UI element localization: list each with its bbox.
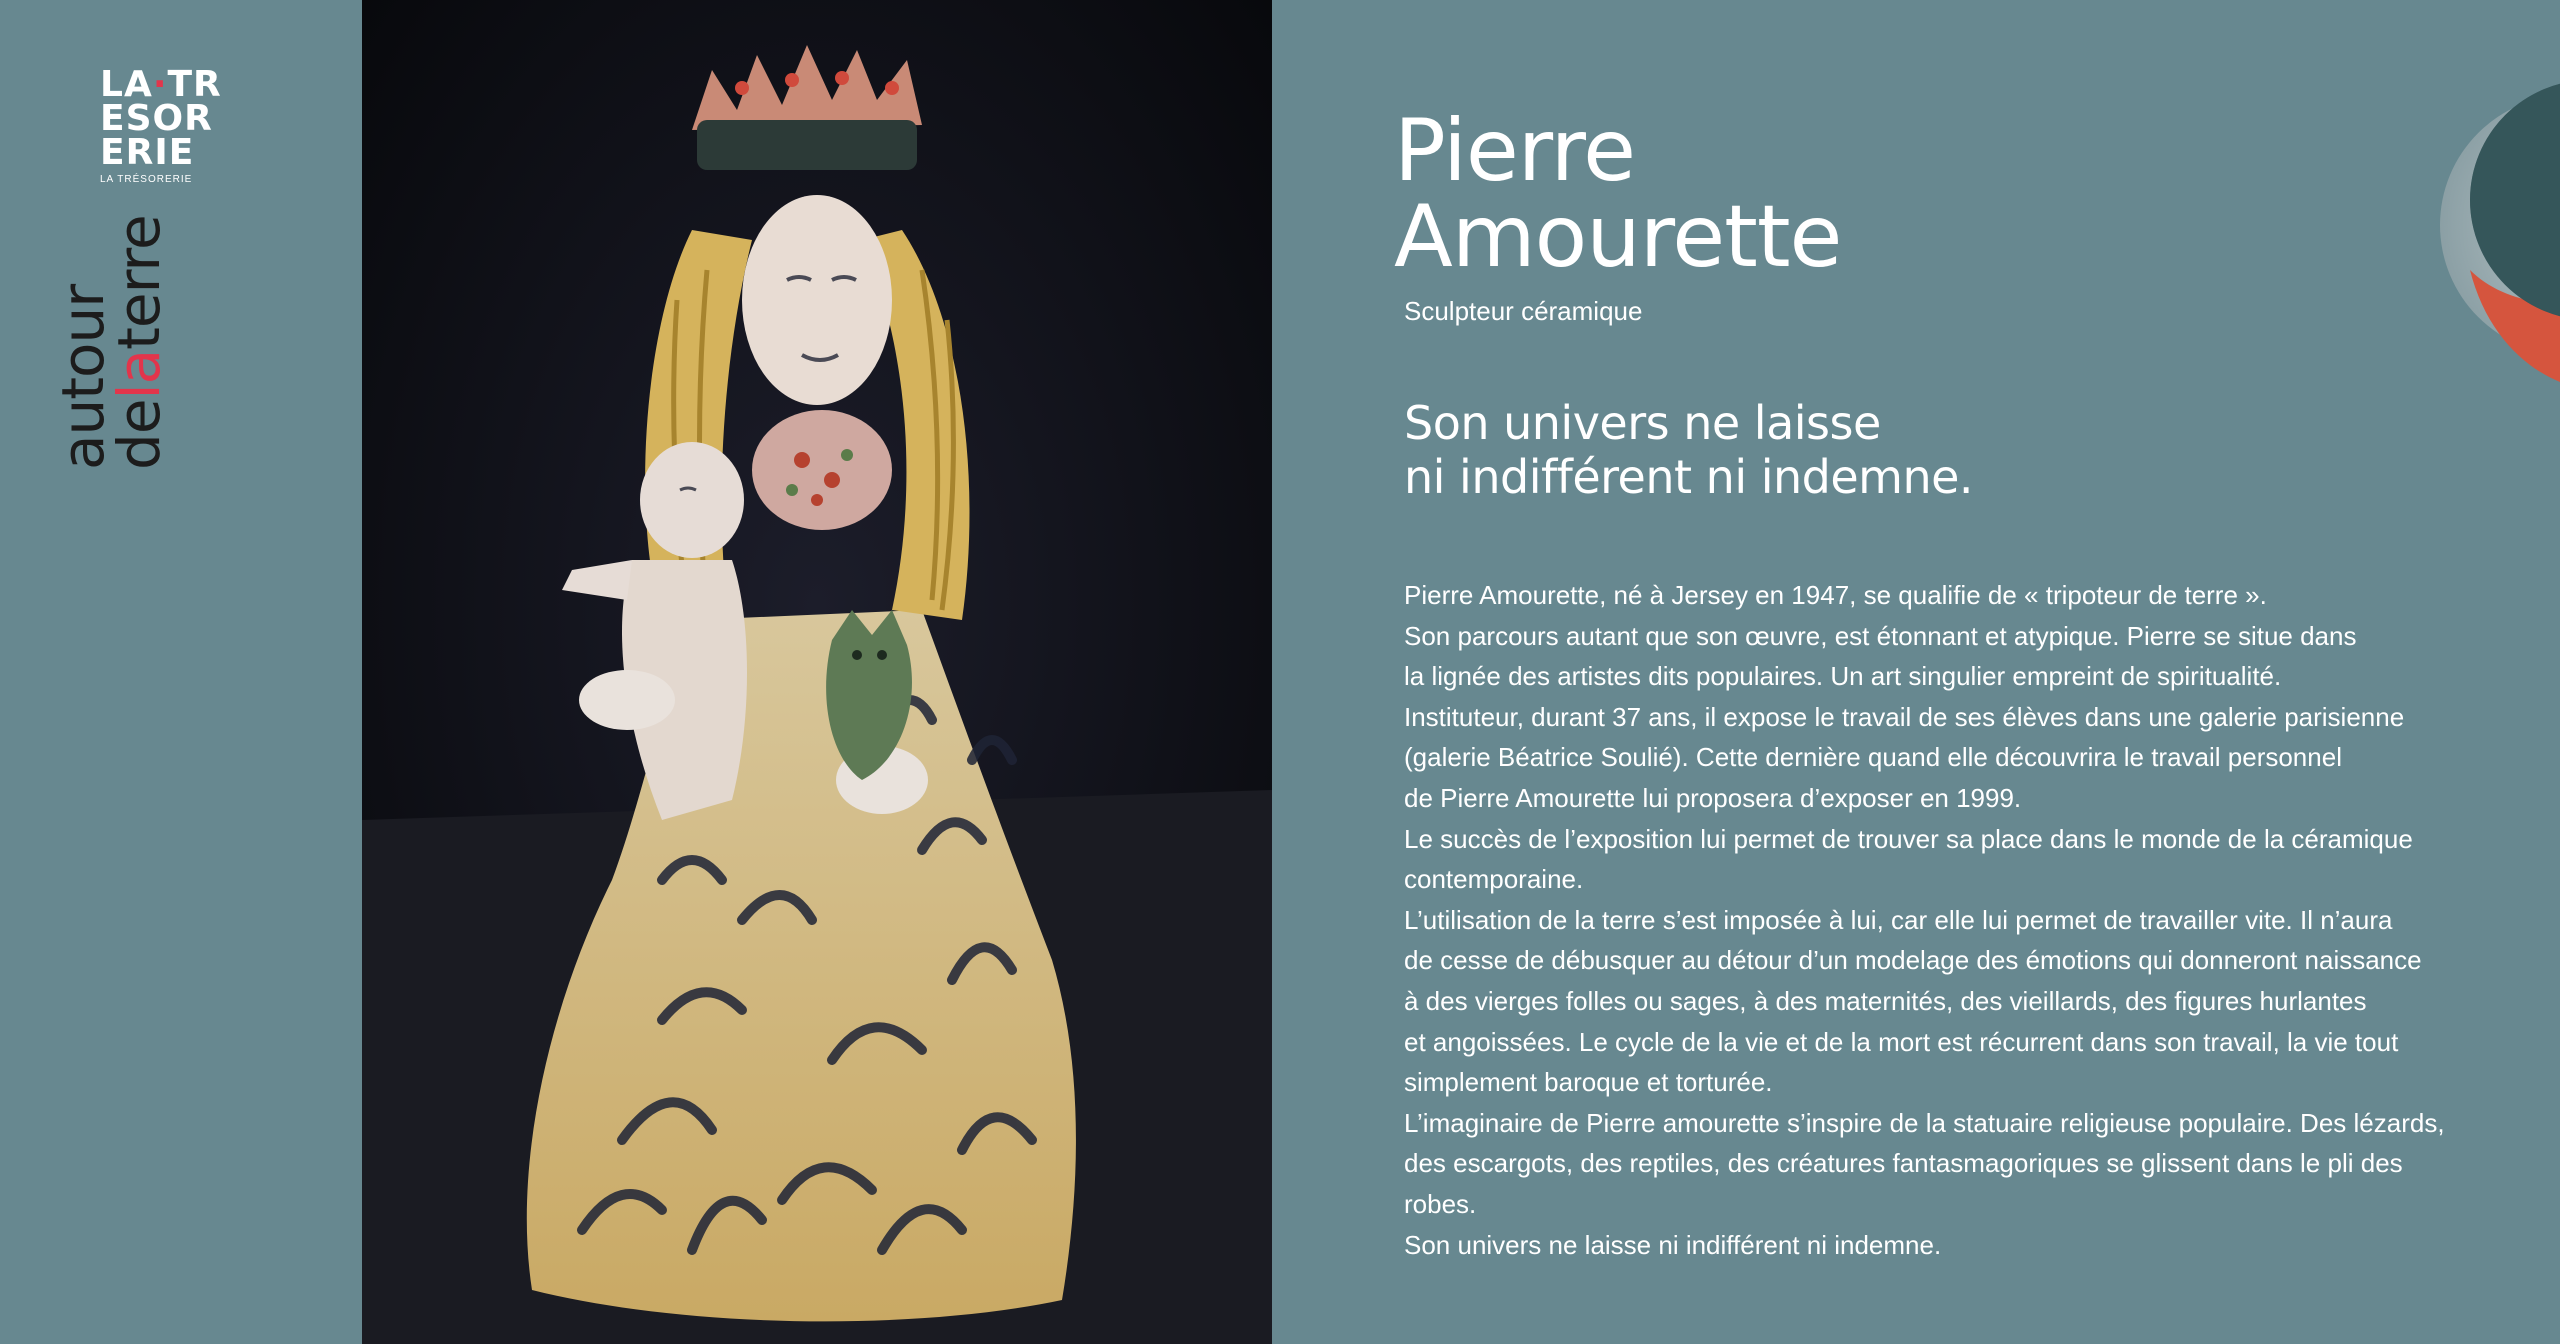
tagline-line-1: Son univers ne laisse bbox=[1404, 396, 1881, 450]
content-panel bbox=[1272, 0, 2560, 1344]
artist-name bbox=[1394, 101, 1842, 287]
artist-first-name: Pierre bbox=[1394, 101, 1635, 201]
logo-row-2: ESOR bbox=[100, 98, 213, 139]
artist-last-name: Amourette bbox=[1394, 187, 1842, 287]
bio-line: (galerie Béatrice Soulié). Cette dernière quand elle découvrira le travail personnel bbox=[1404, 742, 2342, 773]
bio-line: la lignée des artistes dits populaires. Un art singulier empreint de spiritualité. bbox=[1404, 661, 2282, 692]
la-tresorerie-logo bbox=[100, 64, 222, 185]
bio-line: des escargots, des reptiles, des créatures fantasmagoriques se glissent dans le pli des bbox=[1404, 1148, 2403, 1179]
tagline-line-2: ni indifférent ni indemne. bbox=[1404, 450, 1974, 504]
bio-line: Son univers ne laisse ni indifférent ni indemne. bbox=[1404, 1229, 1942, 1260]
bio-line: L’imaginaire de Pierre amourette s’inspire de la statuaire religieuse populaire. Des lézards, bbox=[1404, 1107, 2445, 1138]
madonna-sculpture-image bbox=[362, 0, 1272, 1344]
logo-subtitle: LA TRÉSORERIE bbox=[100, 174, 193, 185]
bio-line: Instituteur, durant 37 ans, il expose le travail de ses élèves dans une galerie parisienne bbox=[1404, 701, 2405, 732]
artist-role: Sculpteur céramique bbox=[1404, 296, 1643, 326]
bio-line: de Pierre Amourette lui proposera d’exposer en 1999. bbox=[1404, 782, 2022, 813]
logo-row-3: ERIE bbox=[100, 132, 195, 173]
mark-line-1: autour bbox=[49, 284, 117, 470]
bio-line: L’utilisation de la terre s’est imposée à lui, car elle lui permet de travailler vite. Il n’aura bbox=[1404, 904, 2393, 935]
bio-line: à des vierges folles ou sages, à des maternités, des vieillards, des figures hurlantes bbox=[1404, 985, 2367, 1016]
decorative-circles-graphic bbox=[2380, 60, 2560, 420]
tagline bbox=[1404, 396, 1973, 504]
bio-line: et angoissées. Le cycle de la vie et de la mort est récurrent dans son travail, la vie tout bbox=[1404, 1026, 2399, 1057]
biography bbox=[1404, 575, 2504, 1265]
bio-line: Pierre Amourette, né à Jersey en 1947, se qualifie de « tripoteur de terre ». bbox=[1404, 580, 2267, 610]
bio-line: Son parcours autant que son œuvre, est étonnant et atypique. Pierre se situe dans bbox=[1404, 620, 2357, 651]
bio-line: contemporaine. bbox=[1404, 864, 1584, 895]
sidebar bbox=[0, 0, 362, 1344]
bio-line: simplement baroque et torturée. bbox=[1404, 1067, 1773, 1098]
logo-row-1: LA·TR bbox=[100, 64, 222, 105]
autour-de-la-terre-logo bbox=[49, 210, 195, 470]
sculpture-photo bbox=[362, 0, 1272, 1344]
bio-line: de cesse de débusquer au détour d’un modelage des émotions qui donneront naissance bbox=[1404, 945, 2422, 976]
bio-line: Le succès de l’exposition lui permet de trouver sa place dans le monde de la céramique bbox=[1404, 823, 2413, 854]
mark-line-2: delaterre bbox=[105, 215, 173, 470]
bio-line: robes. bbox=[1404, 1188, 1477, 1219]
